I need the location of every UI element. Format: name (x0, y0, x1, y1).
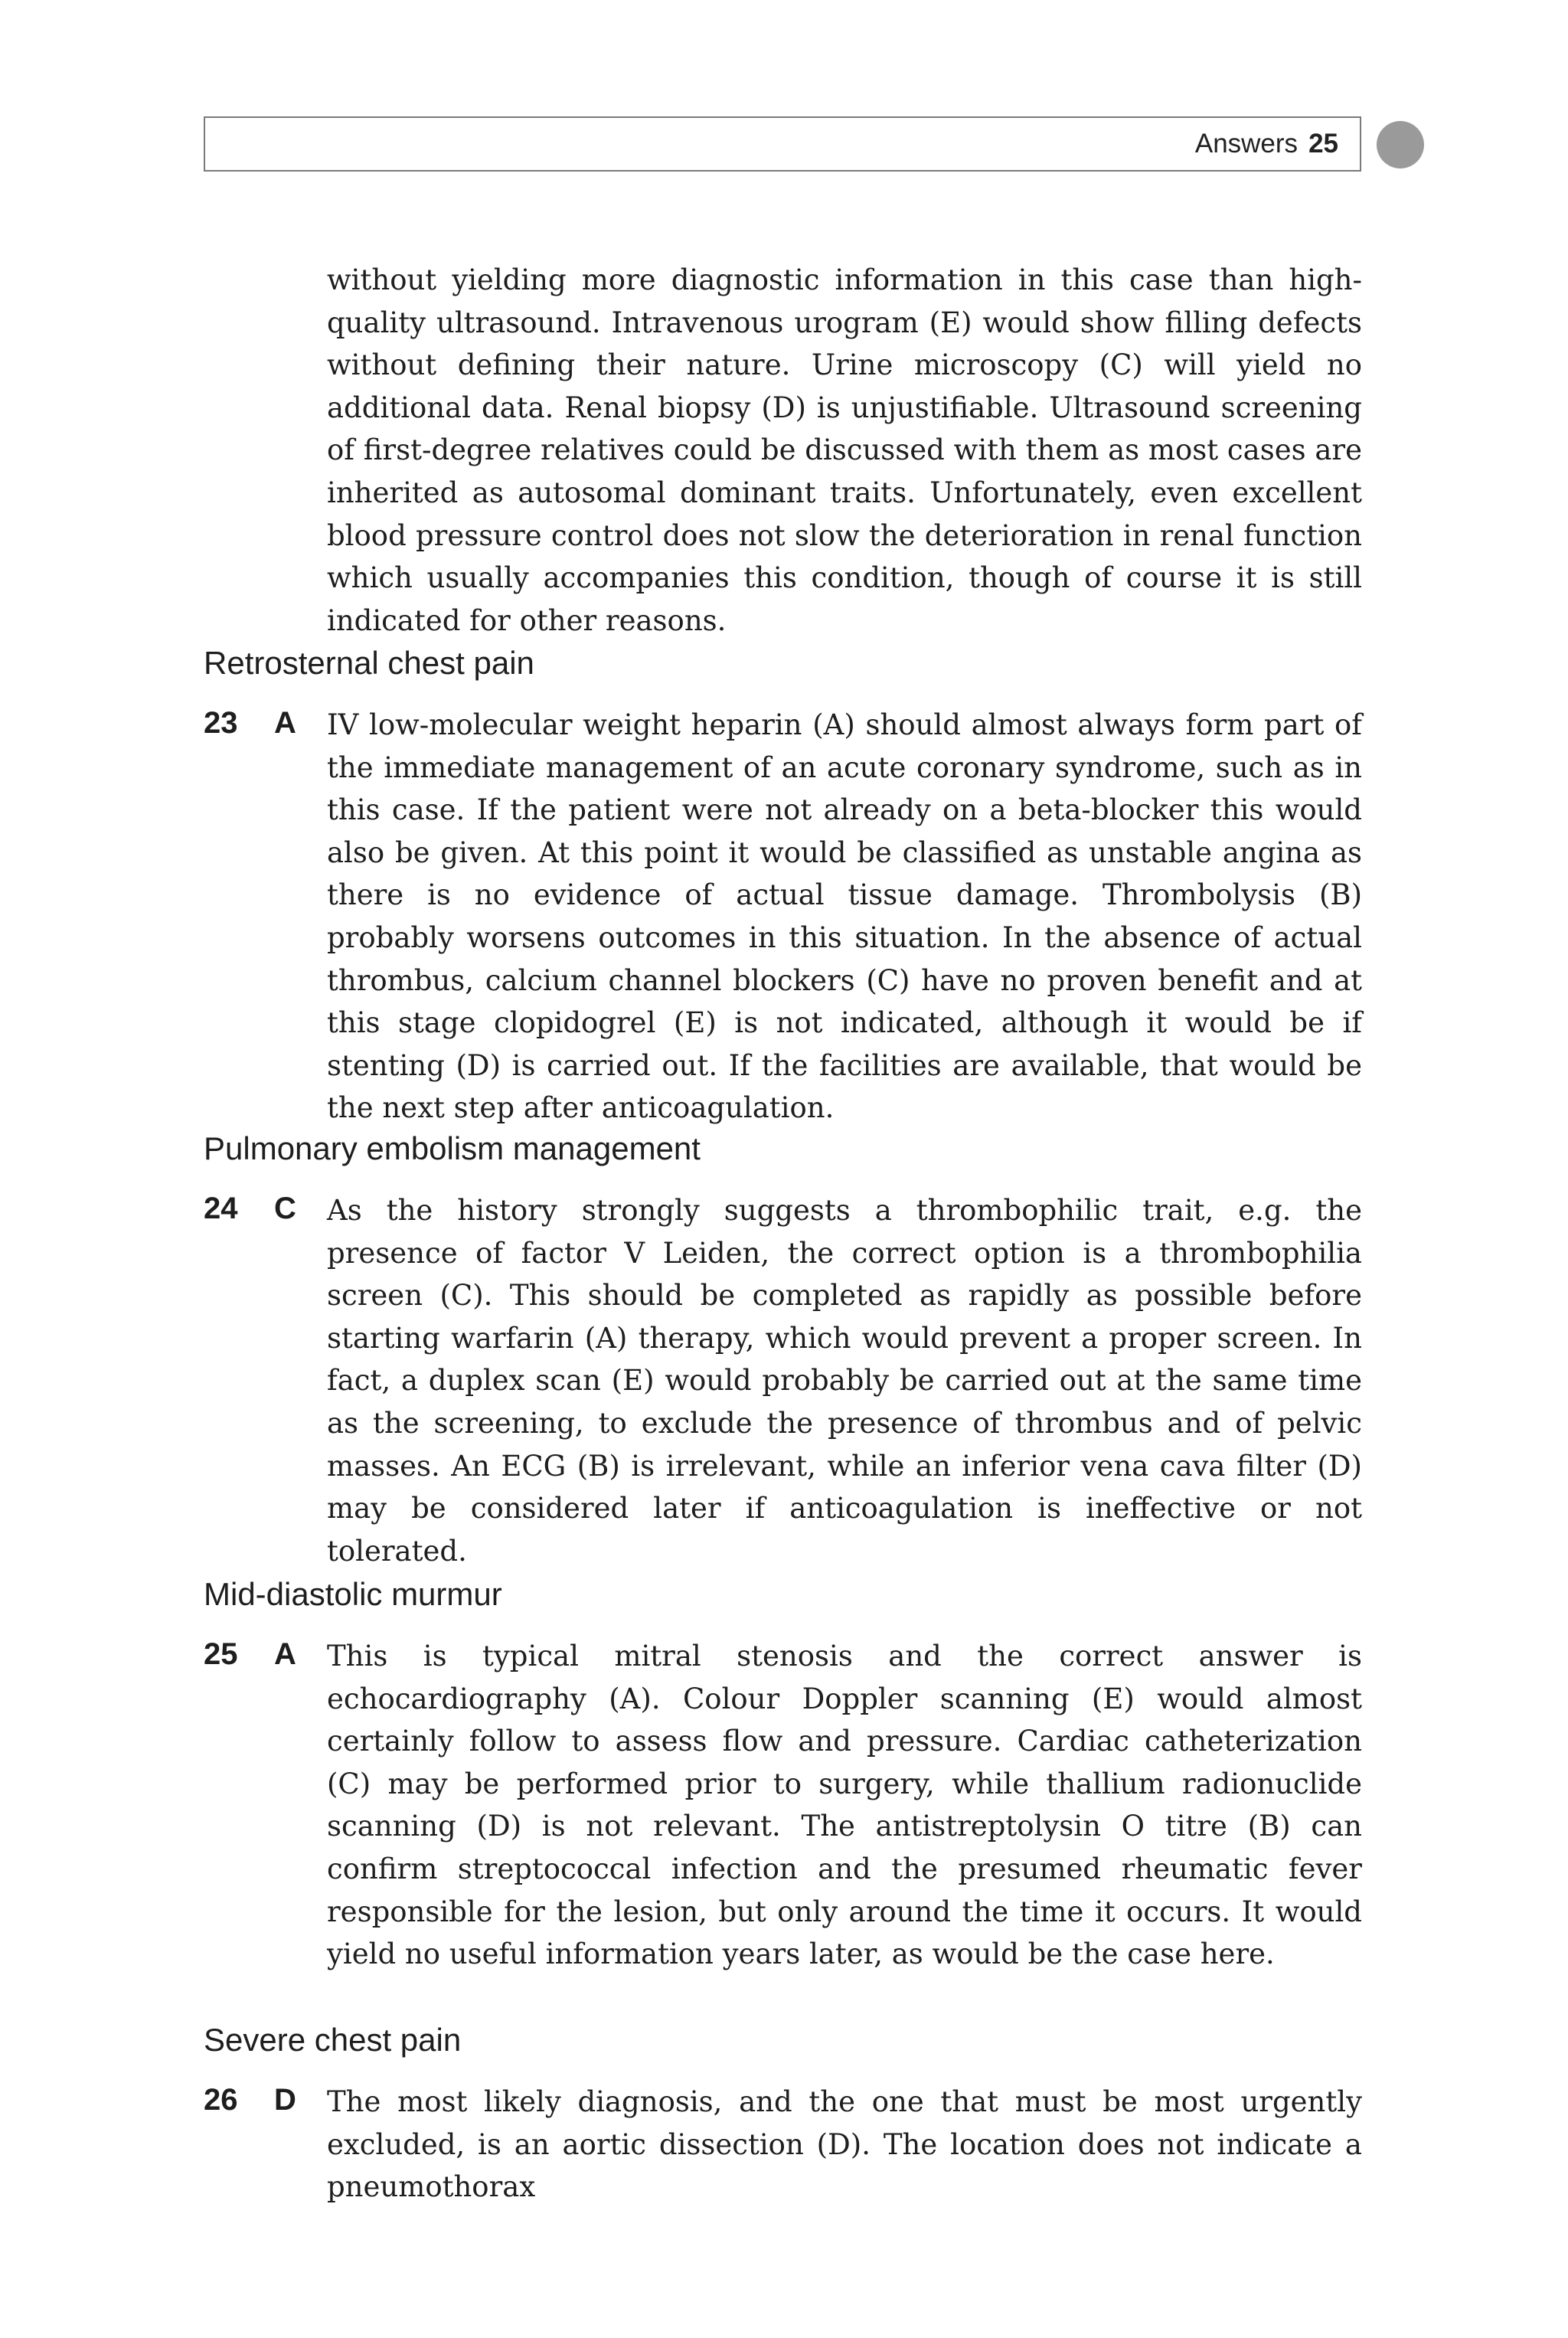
answer-explanation: IV low-molecular weight heparin (A) should almost always form part of the immediate management of an acute coronary syndrome, such as in this case. If the patient were not already on a beta-blocker this would also be given. At this point it would be classified as unstable angina as there is no evidence of actual tissue damage. Thrombolysis (B) probably worsens outcomes in this situation. In the absence of actual thrombus, calcium channel blockers (C) have no proven benefit and at this stage clopidogrel (E) is not indicated, although it would be if stenting (D) is carried out. If the facilities are available, that would be the next step after anticoagulation. (327, 708, 1362, 1125)
question-number: 25 (204, 1637, 238, 1671)
answer-explanation: The most likely diagnosis, and the one that must be most urgently excluded, is an aortic dissection (D). The location does not indicate a pneumothorax (327, 2085, 1362, 2204)
question-number: 24 (204, 1192, 238, 1225)
answer-letter: A (274, 706, 296, 740)
question-number: 23 (204, 706, 238, 740)
running-header (204, 116, 1361, 172)
answer-explanation: As the history strongly suggests a thrombophilic trait, e.g. the presence of factor V Leiden, the correct option is a thrombophilia screen (C). This should be completed as rapidly as possible before starting warfarin (A) therapy, which would prevent a proper screen. In fact, a duplex scan (E) would probably be carried out at the same time as the screening, to exclude the presence of thrombus and of pelvic masses. An ECG (B) is irrelevant, while an inferior vena cava filter (D) may be considered later if anticoagulation is ineffective or not tolerated. (327, 1194, 1362, 1568)
answer-explanation: This is typical mitral stenosis and the correct answer is echocardiography (A). Colour Doppler scanning (E) would almost certainly follow to assess flow and pressure. Cardiac catheterization (C) may be performed prior to surgery, while thallium radionuclide scanning (D) is not relevant. The antistreptolysin O titre (B) can confirm streptococcal infection and the presumed rheumatic fever responsible for the lesion, but only around the time it occurs. It would yield no useful information years later, as would be the case here. (327, 1640, 1362, 1971)
section-heading: Mid-diastolic murmur (204, 1576, 502, 1612)
answer-letter: C (274, 1192, 296, 1225)
section-heading: Retrosternal chest pain (204, 645, 534, 681)
question-number: 26 (204, 2083, 238, 2117)
header-label (1195, 129, 1338, 159)
answer-letter: D (274, 2083, 296, 2117)
answer-letter: A (274, 1637, 296, 1671)
page-number: 25 (1308, 129, 1338, 159)
header-tab-marker (1377, 121, 1424, 168)
section-heading: Pulmonary embolism management (204, 1130, 701, 1166)
continuation-paragraph: without yielding more diagnostic information in this case than high-quality ultrasound. Intravenous urogram (E) would show filling defects without defining their nature. Urine microscopy (C) will yield no additional data. Renal biopsy (D) is unjustifiable. Ultrasound screening of first-degree relatives could be discussed with them as most cases are inherited as autosomal dominant traits. Unfortunately, even excellent blood pressure control does not slow the deterioration in renal function which usually accompanies this condition, though of course it is still indicated for other reasons. (327, 263, 1362, 637)
header-section-title: Answers (1194, 129, 1298, 159)
section-heading: Severe chest pain (204, 2022, 462, 2058)
